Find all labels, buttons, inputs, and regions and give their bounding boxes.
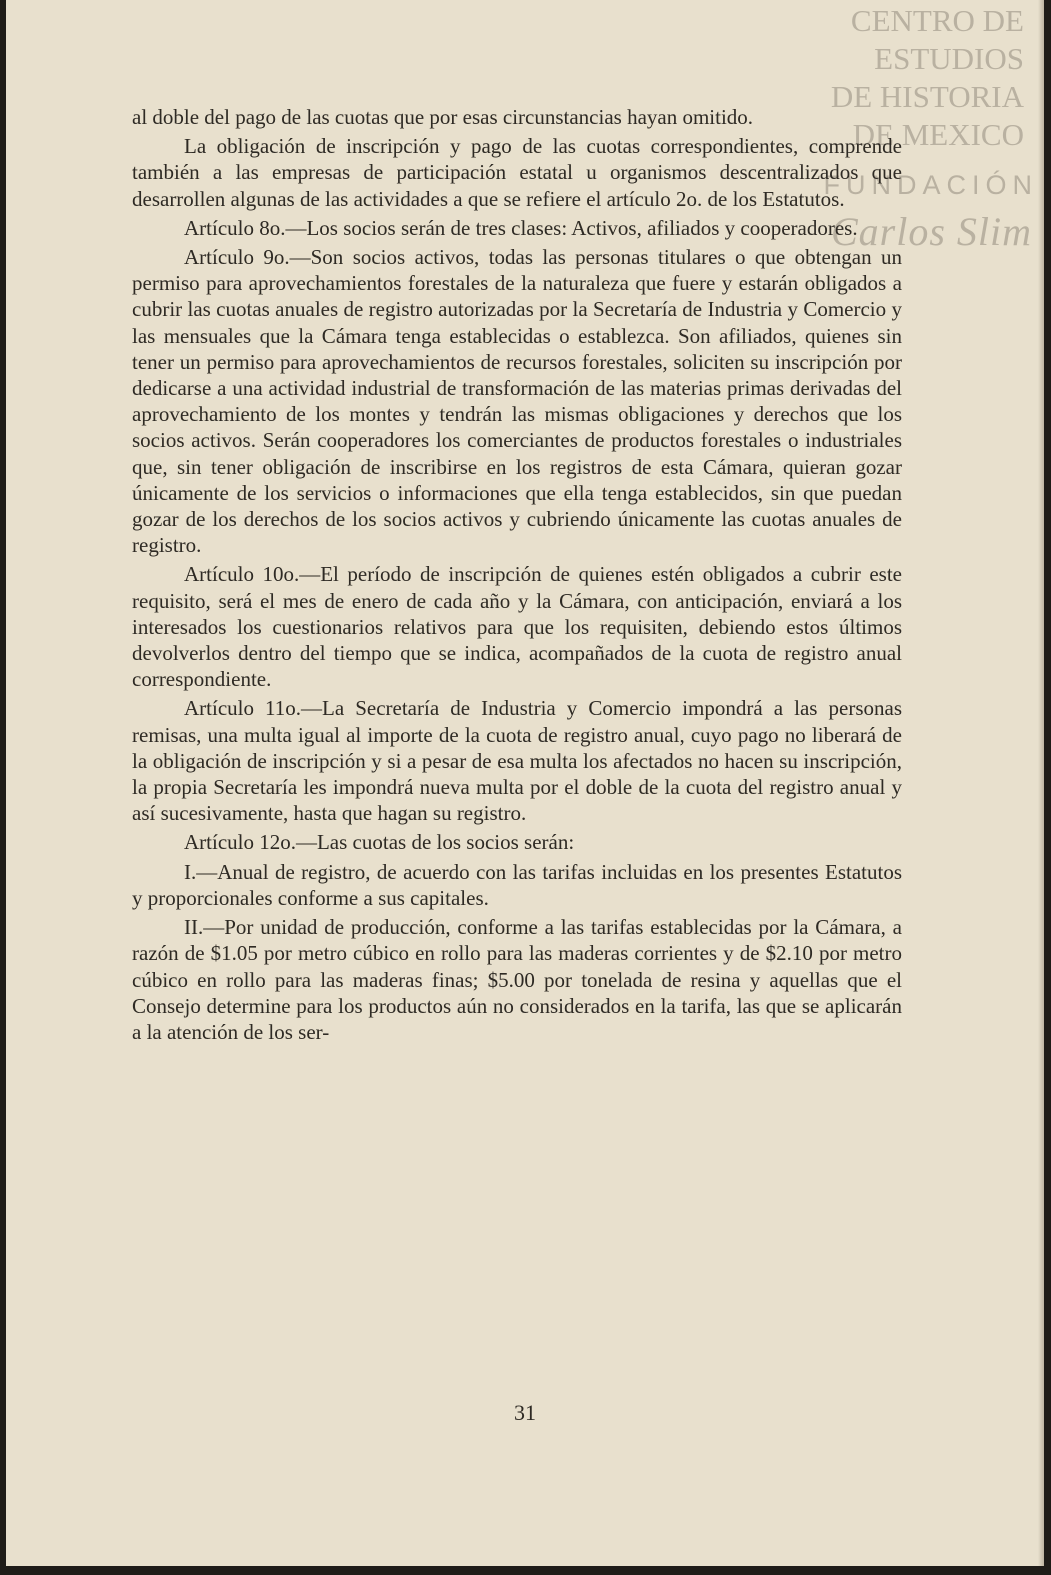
watermark-line: DE MEXICO [852,117,1024,152]
watermark-line: CENTRO DE [850,3,1024,38]
paragraph: II.—Por unidad de producción, conforme a las tarifas establecidas por la Cámara, a razón de $1.05 por metro cúbico en rollo para las maderas corrientes y de $2.10 por metro cúbico en rollo para las maderas finas; $5.00 por tonelada de resina y aquellas que el Consejo determine para los productos aún no considerados en la tarifa, las que se aplicarán a la atención de los ser- [132,915,902,1044]
watermark-line: DE HISTORIA [830,79,1024,114]
paragraph: Artículo 10o.—El período de inscripción de quienes estén obligados a cubrir este requisito, será el mes de enero de cada año y la Cámara, con anticipación, enviará a los interesados los cuestionarios relativos para que los requisiten, debiendo estos últimos devolverlos dentro del tiempo que se indica, acompañados de la cuota de registro anual correspondiente. [132,562,902,692]
paragraph: Artículo 11o.—La Secretaría de Industria y Comercio impondrá a las personas remisas, una multa igual al importe de la cuota de registro anual, cuyo pago no liberará de la obligación de inscripción y si a pesar de esa multa los afectados no hacen su inscripción, la propia Secretaría les impondrá nueva multa por el doble de la cuota del registro anual y así sucesivamente, hasta que hagan su registro. [132,696,902,826]
page-edge-shadow [1038,0,1044,1566]
watermark-signature: Carlos Slim [830,209,1032,254]
page-number: 31 [514,1400,536,1425]
watermark-line: ESTUDIOS [874,41,1024,76]
book-page [6,0,1044,1566]
paragraph: La obligación de inscripción y pago de las cuotas correspondientes, comprende también a las empresas de participación estatal u organismos descentralizados que desarrollen algunas de las actividades a que se refiere el artículo 2o. de los Estatutos. [132,134,902,211]
paragraph: al doble del pago de las cuotas que por esas circunstancias hayan omitido. [132,105,754,129]
watermark-fundacion: FUNDACIÓN [823,170,1038,200]
body-text [132,104,902,1048]
paragraph: Artículo 9o.—Son socios activos, todas las personas titulares o que obtengan un permiso para aprovechamientos forestales de la naturaleza que fuere y estarán obligados a cubrir las cuotas anuales de registro autorizadas por la Secretaría de Industria y Comercio y las mensuales que la Cámara tenga establecidas o establezca. Son afiliados, quienes sin tener un permiso para aprovechamientos de recursos forestales, soliciten su inscripción por dedicarse a una actividad industrial de transformación de las materias primas derivadas del aprovechamiento de los montes y tendrán las mismas obligaciones y derechos que los socios activos. Serán cooperadores los comerciantes de productos forestales o industriales que, sin tener obligación de inscribirse en los registros de esta Cámara, quieran gozar únicamente de los servicios o informaciones que ella tenga establecidos, sin que puedan gozar de los derechos de los socios activos y cubriendo únicamente las cuotas anuales de registro. [132,245,902,558]
paragraph: Artículo 12o.—Las cuotas de los socios serán: [184,830,575,855]
paragraph: Artículo 8o.—Los socios serán de tres clases: Activos, afiliados y cooperadores. [184,215,858,240]
paragraph: I.—Anual de registro, de acuerdo con las tarifas incluidas en los presentes Estatutos y proporcionales conforme a sus capitales. [132,859,902,910]
